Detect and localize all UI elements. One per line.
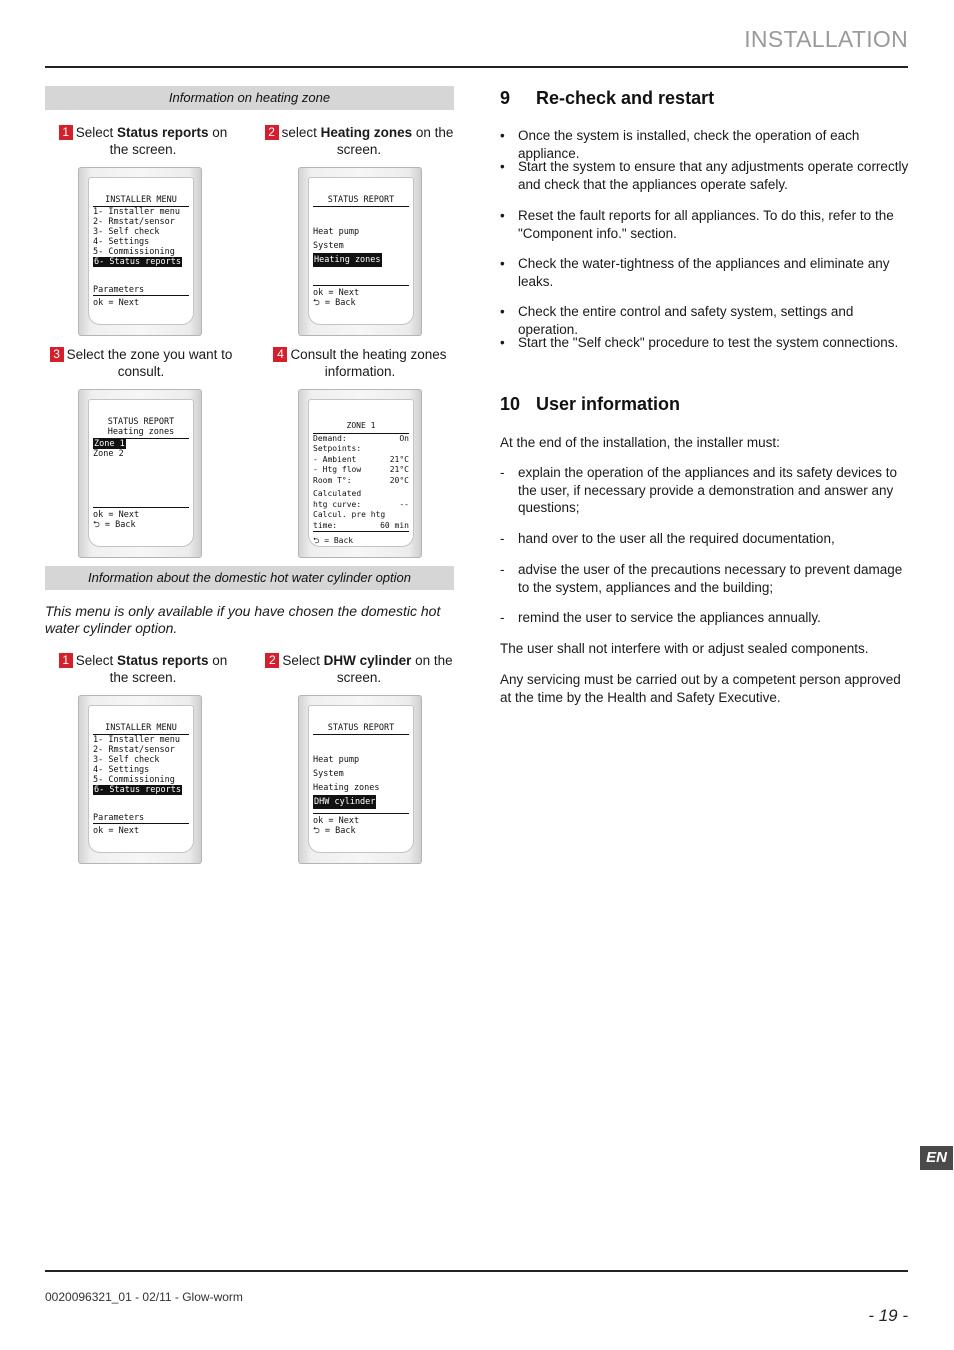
step-text: Select xyxy=(75,653,117,668)
lcd-item: 5- Commissioning xyxy=(93,247,175,257)
lcd-item: 2- Rmstat/sensor xyxy=(93,745,175,755)
lcd-foot-next: ok = Next xyxy=(93,826,140,836)
lcd-title: INSTALLER MENU xyxy=(93,723,189,735)
bullet-item xyxy=(500,334,910,352)
lcd-footer xyxy=(93,507,189,530)
bullet-item xyxy=(500,158,910,193)
lcd-value: 60 min xyxy=(380,520,409,530)
lcd-row-htg-curve xyxy=(313,500,409,511)
lcd-label: - Htg flow xyxy=(313,465,362,474)
dash-icon: - xyxy=(500,562,505,577)
step-text: Select xyxy=(282,653,324,668)
heading-number: 9 xyxy=(500,88,511,108)
step-number: 1 xyxy=(59,125,73,140)
device-heating-zones xyxy=(78,389,202,558)
dash-text: advise the user of the precautions necessary to prevent damage to the system, appliances and the building; xyxy=(518,562,903,595)
lcd-item: 5- Commissioning xyxy=(93,775,175,785)
step-4-consult-zones xyxy=(266,346,454,380)
dash-text: hand over to the user all the required documentation, xyxy=(518,531,835,546)
lcd-screen xyxy=(88,705,194,853)
lcd-screen xyxy=(88,177,194,325)
bullet-text: Check the entire control and safety system, settings and operation. xyxy=(518,304,854,337)
lcd-selected-item: 6- Status reports xyxy=(94,785,181,795)
step-text: Select the zone you want to consult. xyxy=(66,347,233,379)
lcd-item: System xyxy=(313,241,344,251)
lcd-foot-back: ⮌ = Back xyxy=(313,826,356,836)
language-tab: EN xyxy=(920,1146,953,1170)
step-number: 4 xyxy=(273,347,287,362)
dash-icon: - xyxy=(500,465,505,480)
lcd-item: 2- Rmstat/sensor xyxy=(93,217,175,227)
heading-text: Re-check and restart xyxy=(536,88,715,108)
section-bar-dhw-option: Information about the domestic hot water cylinder option xyxy=(45,566,454,590)
bullet-item xyxy=(500,303,910,338)
step-text-end: on the screen. xyxy=(336,653,453,685)
bullet-item xyxy=(500,207,910,242)
lcd-item: Zone 2 xyxy=(93,449,124,459)
lcd-label: - Ambient xyxy=(313,454,357,464)
step-number: 1 xyxy=(59,653,73,668)
lcd-row-time xyxy=(313,521,409,533)
lcd-item: 1- Installer menu xyxy=(93,735,180,745)
lcd-value: 21°C xyxy=(389,465,409,474)
lcd-subtitle: Heating zones xyxy=(93,427,189,439)
step-text-end: on the screen. xyxy=(109,653,228,685)
user-info-intro: At the end of the installation, the installer must: xyxy=(500,435,780,450)
device-status-report xyxy=(298,167,422,336)
device-zone-1 xyxy=(298,389,422,558)
dhw-note: This menu is only available if you have chosen the domestic hot water cylinder option. xyxy=(45,603,441,636)
lcd-row-htgflow xyxy=(313,465,409,476)
lcd-item: 3- Self check xyxy=(93,755,160,765)
dash-text: explain the operation of the appliances and its safety devices to the user, if necessary provide a demonstration and answer any questions; xyxy=(518,465,897,515)
lcd-setpoints: Setpoints: xyxy=(313,444,362,453)
bullet-icon: • xyxy=(500,256,505,271)
lcd-title: STATUS REPORT xyxy=(313,195,409,207)
lcd-footer xyxy=(313,285,409,308)
lcd-foot-next: ok = Next xyxy=(313,816,360,826)
step-number: 3 xyxy=(50,347,64,362)
lcd-title: INSTALLER MENU xyxy=(93,195,189,207)
lcd-screen xyxy=(308,705,414,853)
bullet-text: Reset the fault reports for all appliances. To do this, refer to the "Component info." section. xyxy=(518,208,894,241)
lcd-foot-next: ok = Next xyxy=(313,288,360,298)
step-bold: Heating zones xyxy=(320,125,413,140)
lcd-title: STATUS REPORT xyxy=(107,417,175,427)
lcd-selected-item: DHW cylinder xyxy=(314,797,376,807)
lcd-screen xyxy=(88,399,194,547)
lcd-footer xyxy=(93,823,189,836)
lcd-item: System xyxy=(313,769,344,779)
dash-item xyxy=(500,464,910,517)
lcd-selected-item: 6- Status reports xyxy=(94,257,181,267)
lcd-row-room xyxy=(313,476,409,487)
lcd-title: STATUS REPORT xyxy=(313,723,409,735)
step-1-status-reports xyxy=(48,124,238,158)
step-text: Consult the heating zones information. xyxy=(290,347,447,379)
heading-recheck-restart xyxy=(500,88,714,109)
step-text-end: on the screen. xyxy=(336,125,454,157)
lcd-label: time: xyxy=(313,520,338,530)
heading-number: 10 xyxy=(500,394,521,414)
heading-text: User information xyxy=(536,394,681,414)
dash-item xyxy=(500,530,910,548)
dash-icon: - xyxy=(500,531,505,546)
header-title: INSTALLATION xyxy=(744,26,908,52)
dash-item xyxy=(500,561,910,596)
lcd-item: 4- Settings xyxy=(93,765,150,775)
lcd-item: 4- Settings xyxy=(93,237,150,247)
dash-icon: - xyxy=(500,610,505,625)
step-text-end: on the screen. xyxy=(109,125,228,157)
lcd-row-demand xyxy=(313,434,409,445)
lcd-foot-next: ok = Next xyxy=(93,510,140,520)
bullet-text: Start the system to ensure that any adjustments operate correctly and check that the appliances operate safely. xyxy=(518,159,909,192)
bullet-icon: • xyxy=(500,159,505,174)
section-bar-heating-zone: Information on heating zone xyxy=(45,86,454,110)
heading-user-information xyxy=(500,394,680,415)
device-status-report-dhw xyxy=(298,695,422,864)
lcd-item: 1- Installer menu xyxy=(93,207,180,217)
lcd-item: Parameters xyxy=(93,285,145,295)
lcd-calculated: Calculated xyxy=(313,489,362,498)
dash-item xyxy=(500,609,910,627)
bullet-icon: • xyxy=(500,208,505,223)
lcd-value: -- xyxy=(399,499,409,509)
lcd-foot-next: ok = Next xyxy=(93,298,140,308)
bullet-icon: • xyxy=(500,335,505,350)
bullet-text: Start the "Self check" procedure to test the system connections. xyxy=(518,335,899,350)
lcd-screen xyxy=(308,177,414,325)
user-info-para-sealed: The user shall not interfere with or adjust sealed components. xyxy=(500,641,869,656)
lcd-item: Parameters xyxy=(93,813,145,823)
step-2-heating-zones xyxy=(264,124,454,158)
lcd-foot-back: ⮌ = Back xyxy=(313,298,356,308)
lcd-selected-item: Heating zones xyxy=(314,255,381,265)
lcd-label: Demand: xyxy=(313,433,347,443)
footer-rule xyxy=(45,1270,908,1272)
dash-text: remind the user to service the appliances annually. xyxy=(518,610,821,625)
step-text: Select xyxy=(75,125,117,140)
step-text: select xyxy=(281,125,321,140)
header-rule xyxy=(45,66,908,68)
bullet-text: Once the system is installed, check the operation of each appliance. xyxy=(518,128,860,161)
bullet-icon: • xyxy=(500,128,505,143)
footer-reference: 0020096321_01 - 02/11 - Glow-worm xyxy=(45,1290,243,1304)
lcd-foot-back: ⮌ = Back xyxy=(93,520,136,530)
page-number: - 19 - xyxy=(868,1306,908,1325)
lcd-label: Room T°: xyxy=(313,475,352,485)
lcd-label: htg curve: xyxy=(313,499,362,509)
lcd-item: Heat pump xyxy=(313,755,360,765)
lcd-row-ambient xyxy=(313,455,409,466)
lcd-footer xyxy=(313,813,409,836)
step-bold: Status reports xyxy=(116,125,209,140)
bullet-item xyxy=(500,127,910,162)
bullet-text: Check the water-tightness of the appliances and eliminate any leaks. xyxy=(518,256,890,289)
lcd-value: On xyxy=(399,433,409,443)
user-info-para-servicing: Any servicing must be carried out by a competent person approved at the time by the Health and Safety Executive. xyxy=(500,672,901,705)
bullet-item xyxy=(500,255,910,290)
device-installer-menu xyxy=(78,167,202,336)
step-bold: DHW cylinder xyxy=(323,653,412,668)
lcd-selected-item: Zone 1 xyxy=(94,439,125,449)
step-number: 2 xyxy=(265,125,279,140)
lcd-calcul-pre: Calcul. pre htg xyxy=(313,510,386,519)
lcd-foot-back: ⮌ = Back xyxy=(313,536,354,545)
step-bold: Status reports xyxy=(116,653,209,668)
lcd-item: Heating zones xyxy=(313,783,380,793)
step-2-dhw-cylinder xyxy=(264,652,454,686)
step-number: 2 xyxy=(265,653,279,668)
lcd-value: 20°C xyxy=(389,475,409,485)
step-3-select-zone xyxy=(44,346,238,380)
lcd-title: ZONE 1 xyxy=(313,421,409,434)
lcd-screen xyxy=(308,399,414,547)
lcd-item: 3- Self check xyxy=(93,227,160,237)
lcd-footer xyxy=(93,295,189,308)
lcd-value: 21°C xyxy=(389,454,409,464)
step-1-status-reports-dhw xyxy=(48,652,238,686)
device-installer-menu-dhw xyxy=(78,695,202,864)
lcd-item: Heat pump xyxy=(313,227,360,237)
bullet-icon: • xyxy=(500,304,505,319)
